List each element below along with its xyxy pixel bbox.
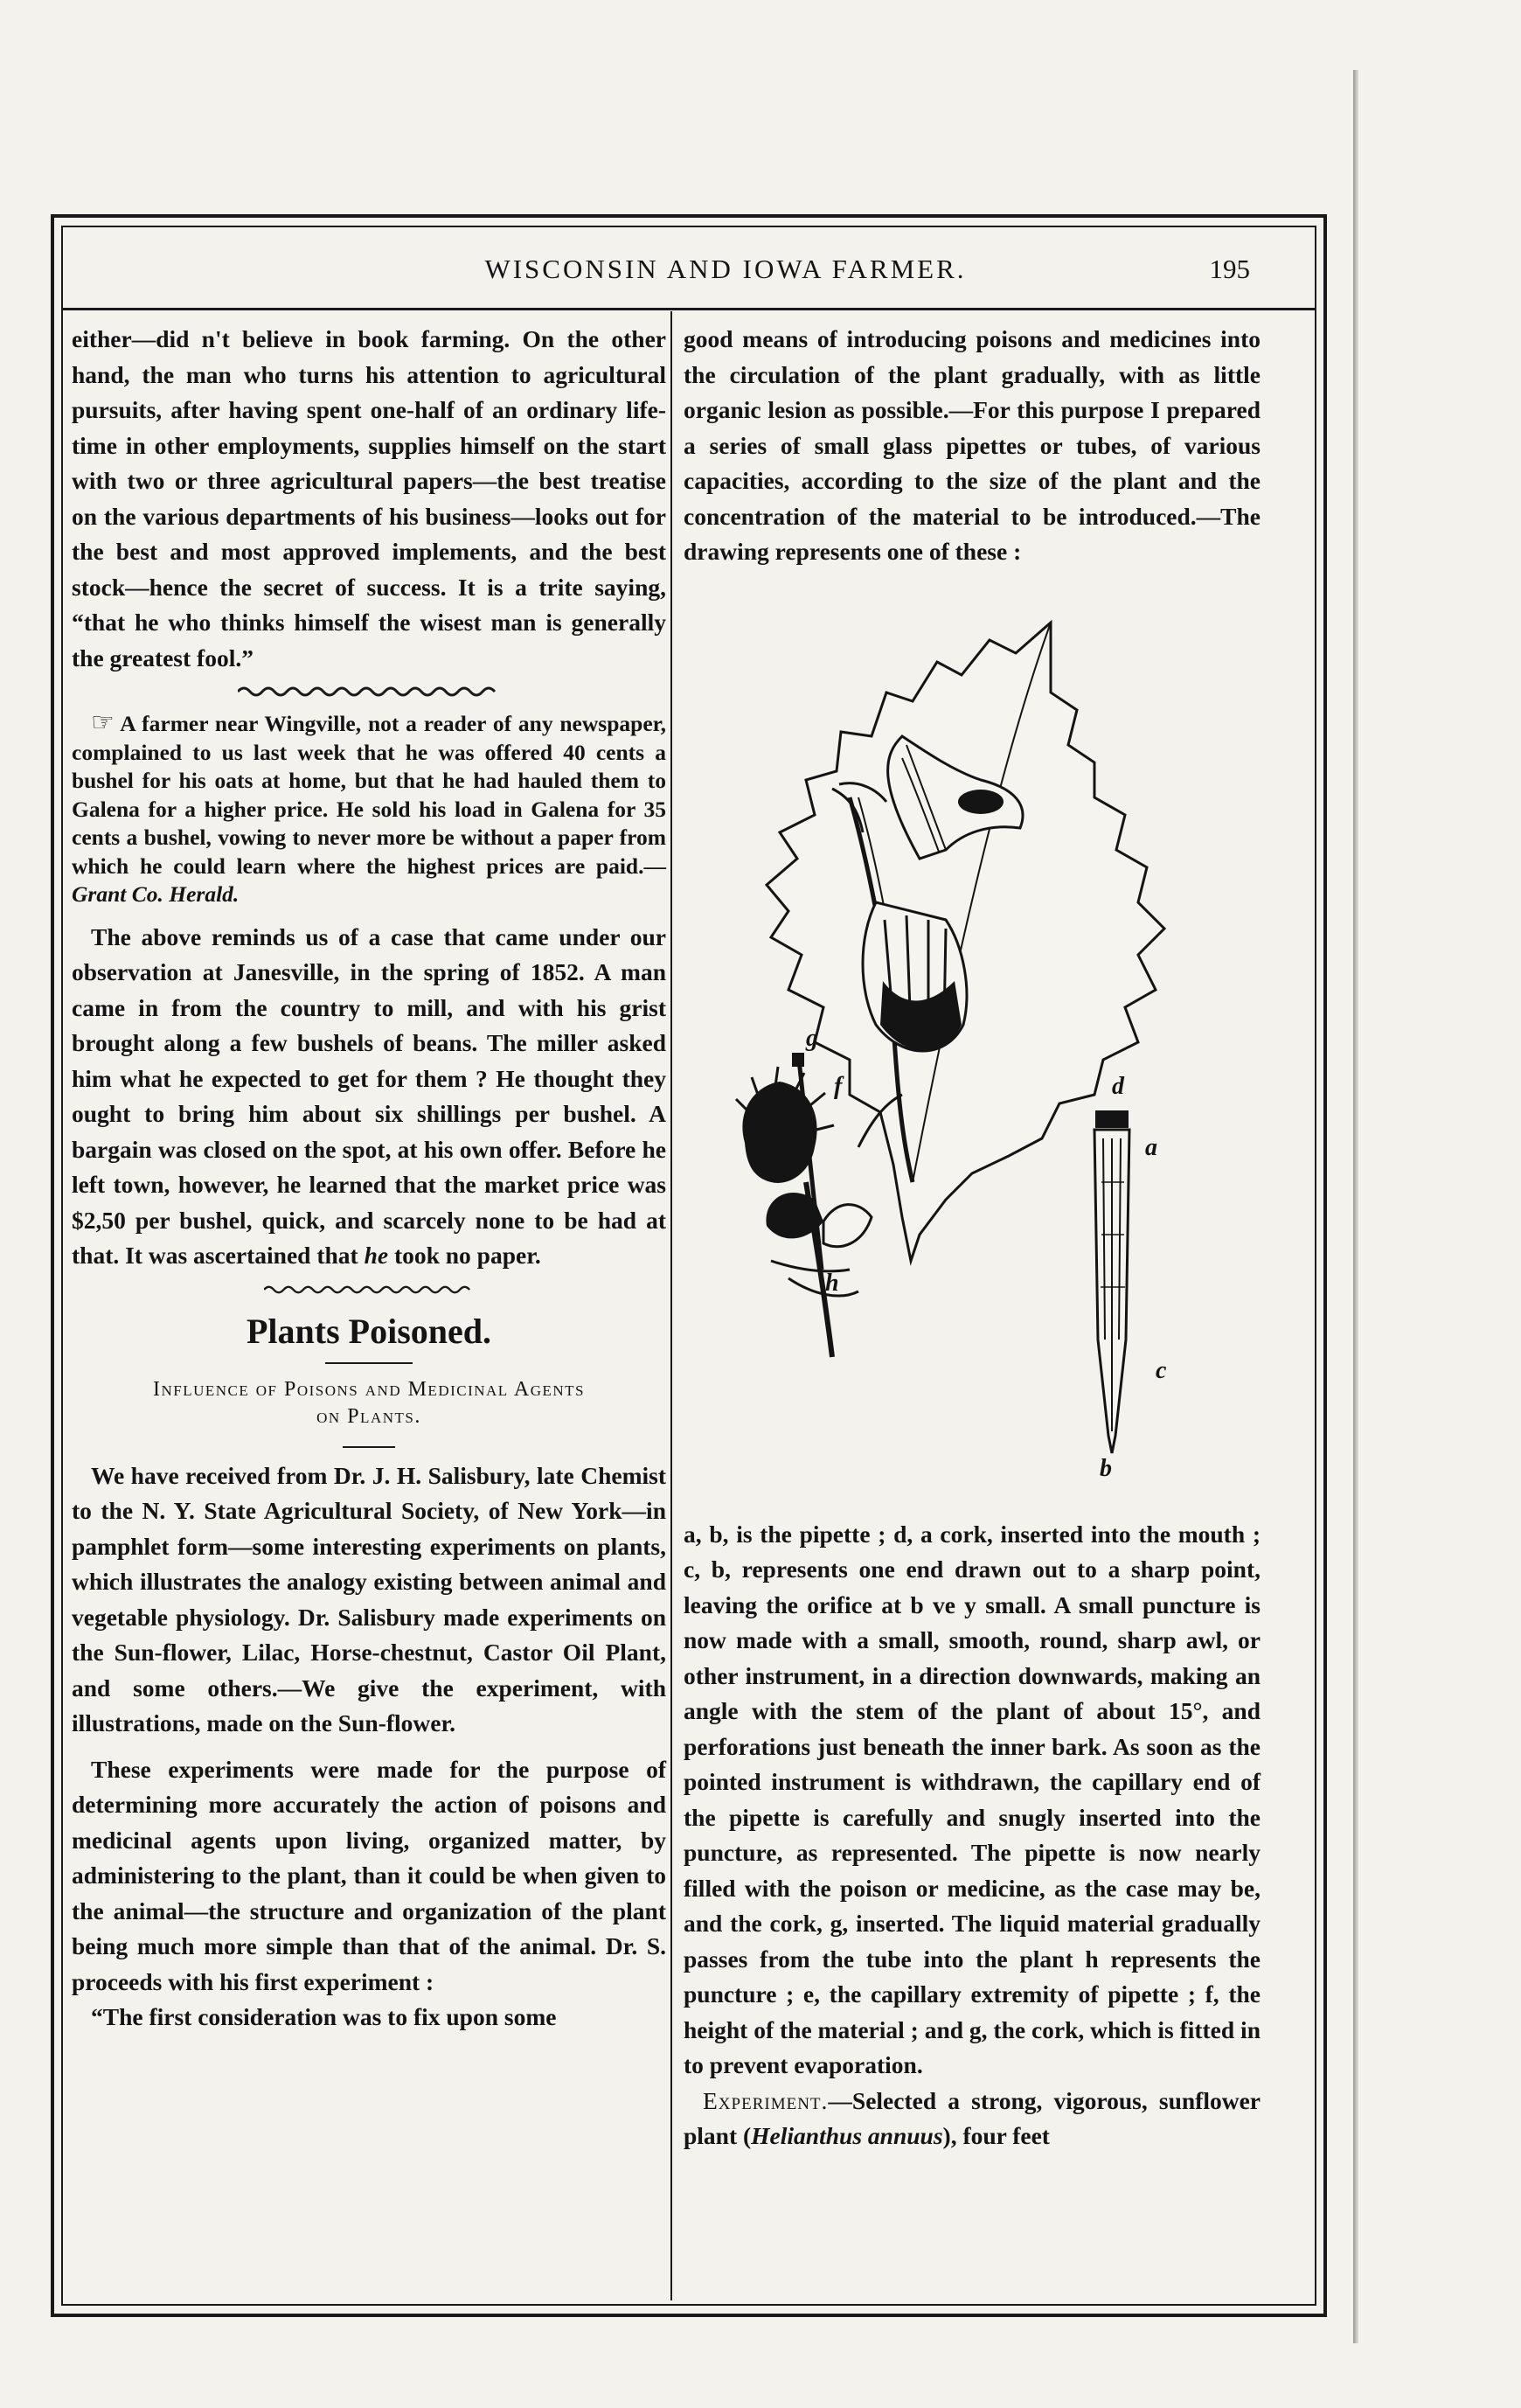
squiggle-rule xyxy=(264,1281,474,1298)
paragraph: either—did n't believe in book farming. On the other hand, the man who turns his attention to agricultural pursuits, after having spent one-half of an ordinary life-time in other employments, supplies himself on the start with two or three agricultural papers—the best treatise on the various departments of his business—looks out for the best and most approved implements, and the best stock—hence the secret of success. It is a trite saying, “that he who thinks himself the wisest man is generally the greatest fool.” xyxy=(72,325,666,672)
figure-label-d: d xyxy=(1112,1072,1124,1100)
experiment-lead: Experiment. xyxy=(703,2086,829,2114)
note-text: A farmer near Wingville, not a reader of any newspaper, complained to us last week that he was offered 40 cents a bushel for his oats at home, but that he had hauled them to Galena for a higher price. He sold his load in Galena for 35 cents a bushel, vowing to never more be without a paper from which he could learn where the highest prices are paid.— xyxy=(72,711,666,879)
paragraph xyxy=(684,2084,1261,2154)
emphasis-text: he xyxy=(364,1242,389,1269)
paragraph-text: took no paper. xyxy=(388,1242,541,1269)
figure-label-h: h xyxy=(825,1269,839,1297)
subhead-line: on Plants. xyxy=(316,1404,421,1428)
page-number: 195 xyxy=(1209,254,1250,284)
figure-label-a: a xyxy=(1145,1133,1157,1161)
illustration-drawing xyxy=(684,570,1261,1517)
note-source: Grant Co. Herald. xyxy=(72,881,240,907)
paragraph-text: The above reminds us of a case that came under our observation at Janesville, in the spring of 1852. A man came in from the country to mill, and with his grist brought along a few bushels of beans. The miller asked him what he expected to get for them ? He thought they ought to bring him about six shillings per bushel. A bargain was closed on the spot, at his own offer. Before he left town, however, he learned that the market price was $2,50 per bushel, quick, and scarcely none to be had at that. It was ascertained that xyxy=(72,922,666,1269)
paragraph: “The first consideration was to fix upon some xyxy=(91,2003,557,2030)
short-rule xyxy=(273,1357,465,1369)
paragraph: good means of introducing poisons and medicines into the circulation of the plant gradually, with as little organic lesion as possible.—For this purpose I prepared a series of small glass pipettes or tubes, of various capacities, according to the size of the plant and the concentration of the material to be introduced.—The drawing represents one of these : xyxy=(684,325,1261,565)
squiggle-rule xyxy=(238,683,500,700)
column-divider xyxy=(670,311,672,2300)
section-title: Plants Poisoned. xyxy=(246,1311,492,1351)
running-head: WISCONSIN AND IOWA FARMER. xyxy=(484,254,967,284)
figure-label-g: g xyxy=(806,1024,818,1052)
paragraph: a, b, is the pipette ; d, a cork, inserted into the mouth ; c, b, represents one end drawn out to a sharp point, leaving the orifice at b ve y small. A small puncture is now made with a small, smooth, round, sharp awl, or other instrument, in a direction downwards, making an angle with the stem of the plant of about 15°, and perforations just beneath the inner bark. As soon as the pointed instrument is withdrawn, the capillary end of the pipette is carefully and snugly inserted into the puncture, as represented. The pipette is now nearly filled with the poison or medicine, as the case may be, and the cork, g, inserted. The liquid material gradually passes from the tube into the plant h represents the puncture ; e, the capillary extremity of pipette ; f, the height of the material ; and g, the cork, which is fitted in to prevent evaporation. xyxy=(684,1520,1261,2078)
short-rule xyxy=(273,1441,465,1453)
paragraph: These experiments were made for the purpose of determining more accurately the action of poisons and medicinal agents upon living, organized matter, by administering to the plant, than it could be when given to the animal—the structure and organization of the plant being much more simple than that of the animal. Dr. S. proceeds with his first experiment : xyxy=(72,1755,666,1995)
paragraph: We have received from Dr. J. H. Salisbury, late Chemist to the N. Y. State Agricultural Society, of New York—in pamphlet form—some interesting experiments on plants, which illustrates the analogy existing between animal and vegetable physiology. Dr. Salisbury made experiments on the Sun-flower, Lilac, Horse-chestnut, Castor Oil Plant, and some others.—We give the experiment, with illustrations, made on the Sun-flower. xyxy=(72,1461,666,1736)
page-header xyxy=(79,254,1302,297)
right-column xyxy=(684,322,1261,2154)
figure-label-f: f xyxy=(834,1072,843,1100)
subhead-line: Influence of Poisons and Medicinal Agents xyxy=(153,1377,585,1401)
pointing-hand-icon: ☞ xyxy=(91,708,115,737)
figure-label-b: b xyxy=(1100,1454,1112,1482)
paragraph-text: ), four feet xyxy=(942,2122,1050,2149)
news-note xyxy=(72,709,666,909)
section-subhead xyxy=(72,1376,666,1430)
left-column xyxy=(72,322,666,2036)
figure-label-c: c xyxy=(1156,1356,1167,1384)
paragraph-text: —Selected a strong, vigorous, sunflower plant ( xyxy=(684,2086,1261,2149)
sunflower-pipette-illustration xyxy=(684,570,1261,1517)
header-rule xyxy=(61,308,1316,310)
emphasis-text: Helianthus annuus xyxy=(751,2122,943,2149)
page-edge-shadow xyxy=(1353,70,1358,2343)
paragraph xyxy=(72,920,666,1274)
